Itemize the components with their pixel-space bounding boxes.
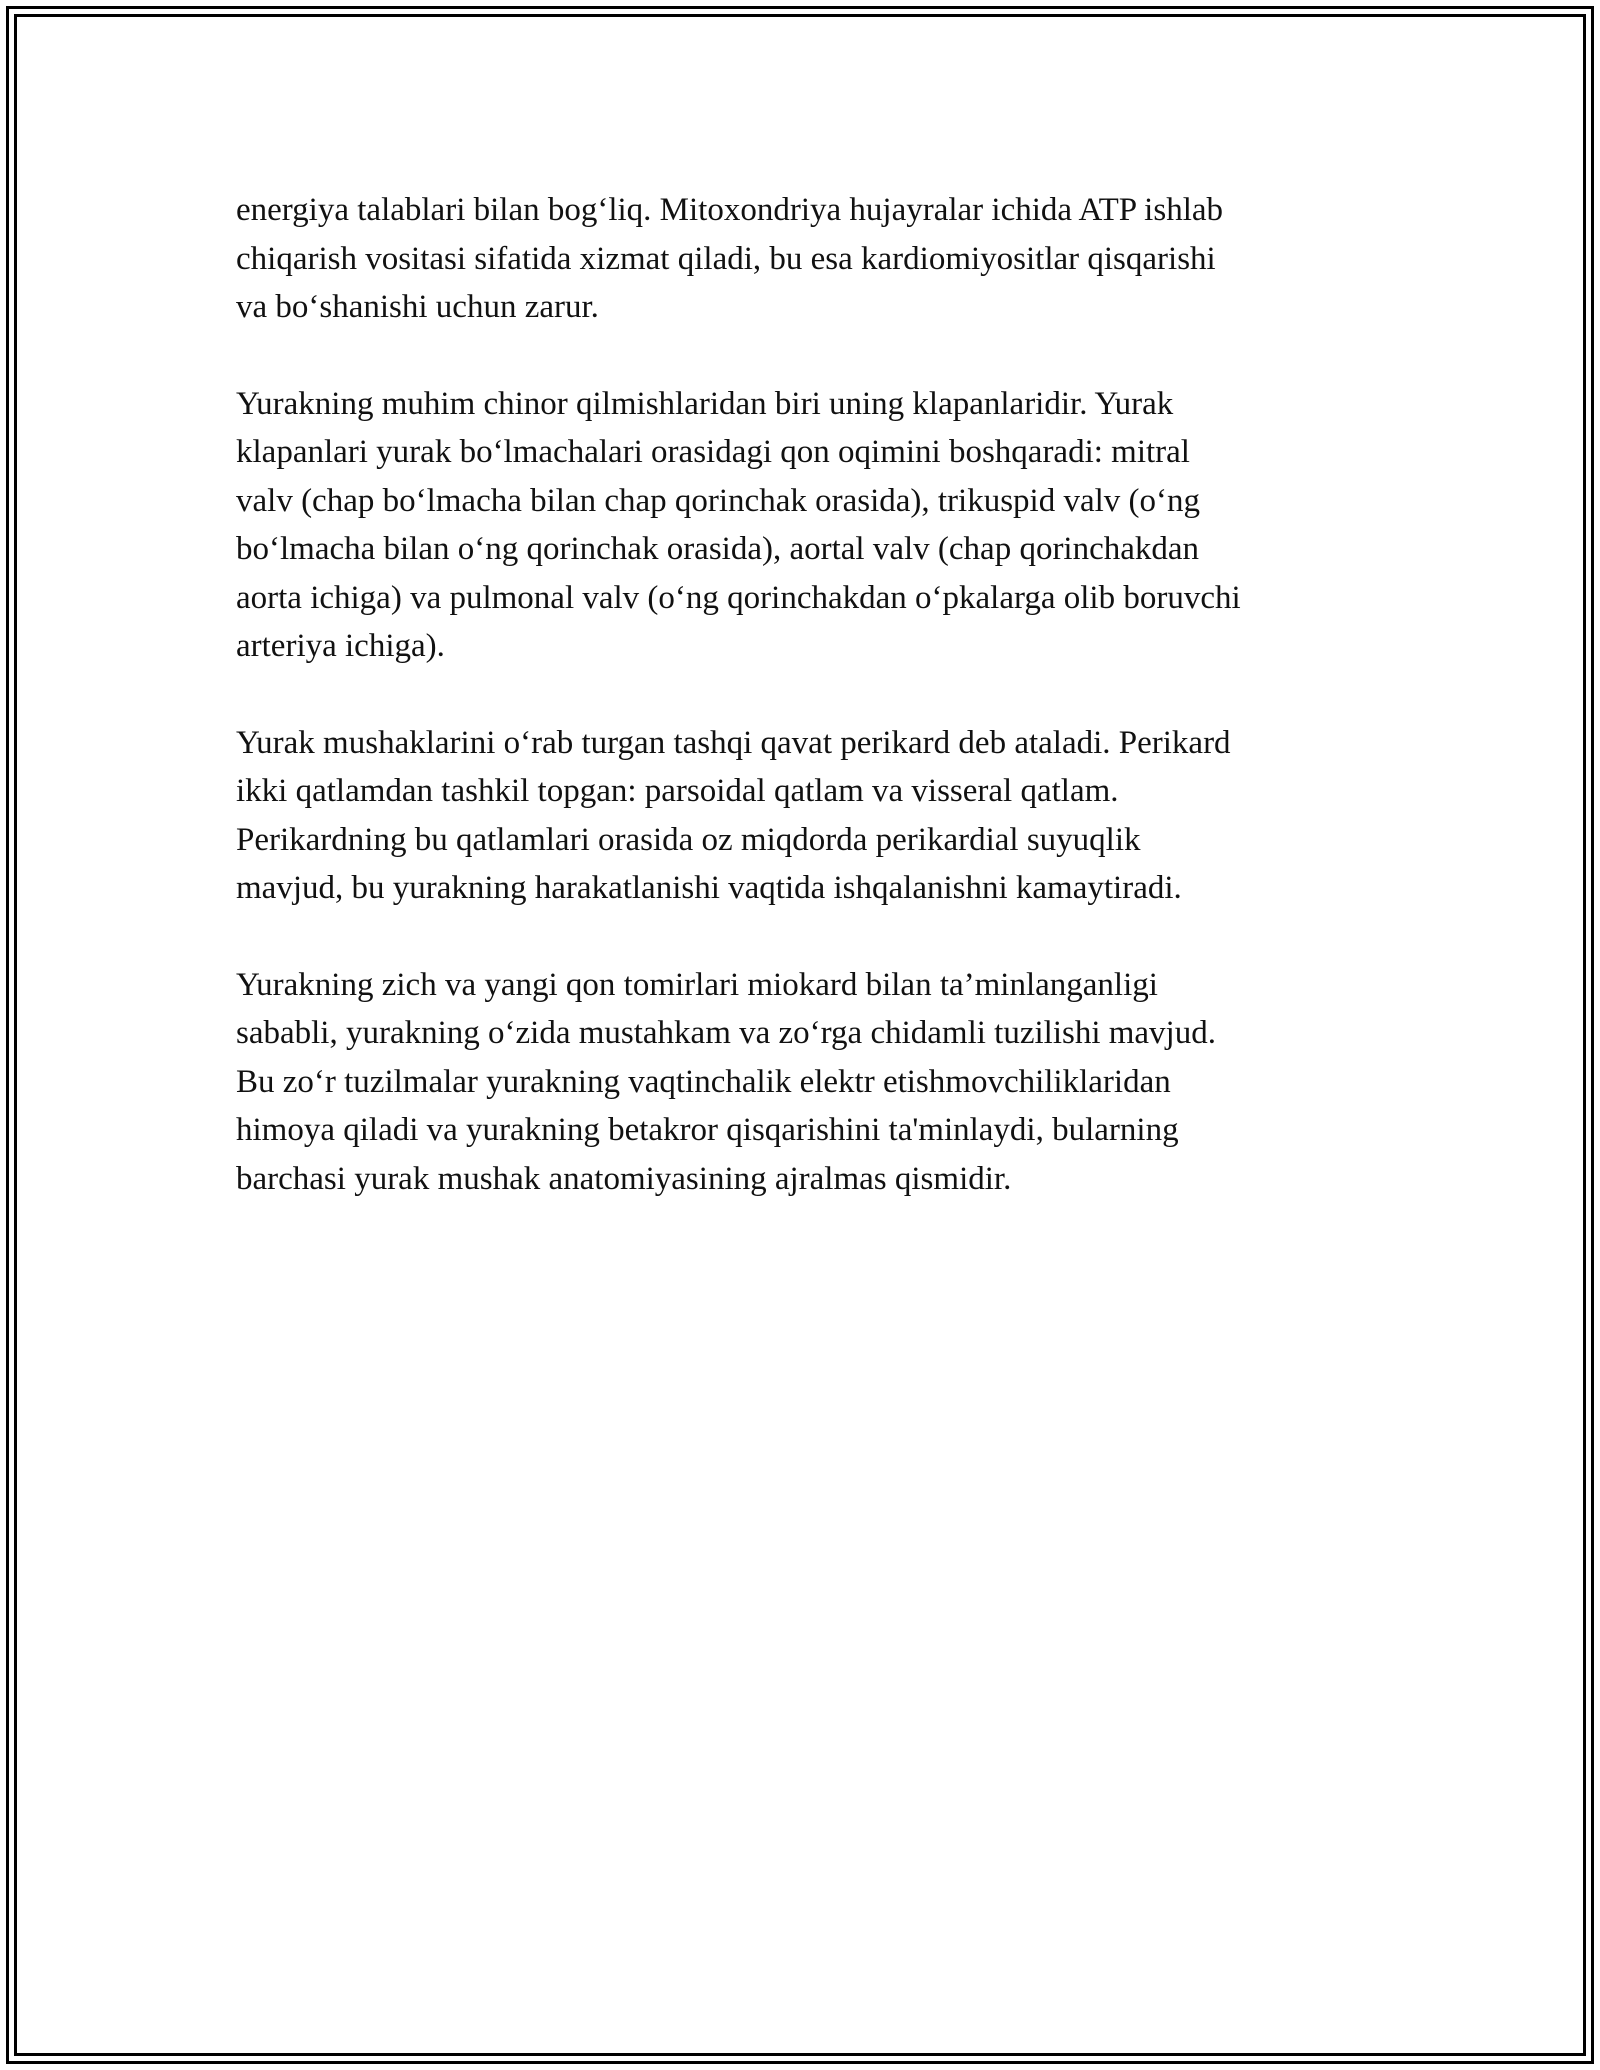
paragraph-myocardium-structure: Yurakning zich va yangi qon tomirlari miokard bilan ta’minlanganligi sababli, yurakning o‘zida mustahkam va zo‘rga chidamli tuzilishi mavjud. Bu zo‘r tuzilmalar yurakning vaqtinchalik elektr etishmovchiliklaridan himoya qiladi va yurakning betakror qisqarishini ta'minlaydi, bularning barchasi yurak mushak anatomiyasining ajralmas qismidir. xyxy=(236,966,1216,1197)
document-body xyxy=(236,186,1366,1251)
paragraph-heart-valves: Yurakning muhim chinor qilmishlaridan biri uning klapanlaridir. Yurak klapanlari yurak bo‘lmachalari orasidagi qon oqimini boshqaradi: mitral valv (chap bo‘lmacha bilan chap qorinchak orasida), trikuspid valv (o‘ng bo‘lmacha bilan o‘ng qorinchak orasida), aortal valv (chap qorinchakdan aorta ichiga) va pulmonal valv (o‘ng qorinchakdan o‘pkalarga olib boruvchi arteriya ichiga). xyxy=(236,385,1241,664)
paragraph-pericardium: Yurak mushaklarini o‘rab turgan tashqi qavat perikard deb ataladi. Perikard ikki qatlamdan tashkil topgan: parsoidal qatlam va visseral qatlam. Perikardning bu qatlamlari orasida oz miqdorda perikardial suyuqlik mavjud, bu yurakning harakatlanishi vaqtida ishqalanishni kamaytiradi. xyxy=(236,724,1231,906)
paragraph-mitochondria: energiya talablari bilan bog‘liq. Mitoxondriya hujayralar ichida ATP ishlab chiqarish vositasi sifatida xizmat qiladi, bu esa kardiomiyositlar qisqarishi va bo‘shanishi uchun zarur. xyxy=(236,192,1224,325)
